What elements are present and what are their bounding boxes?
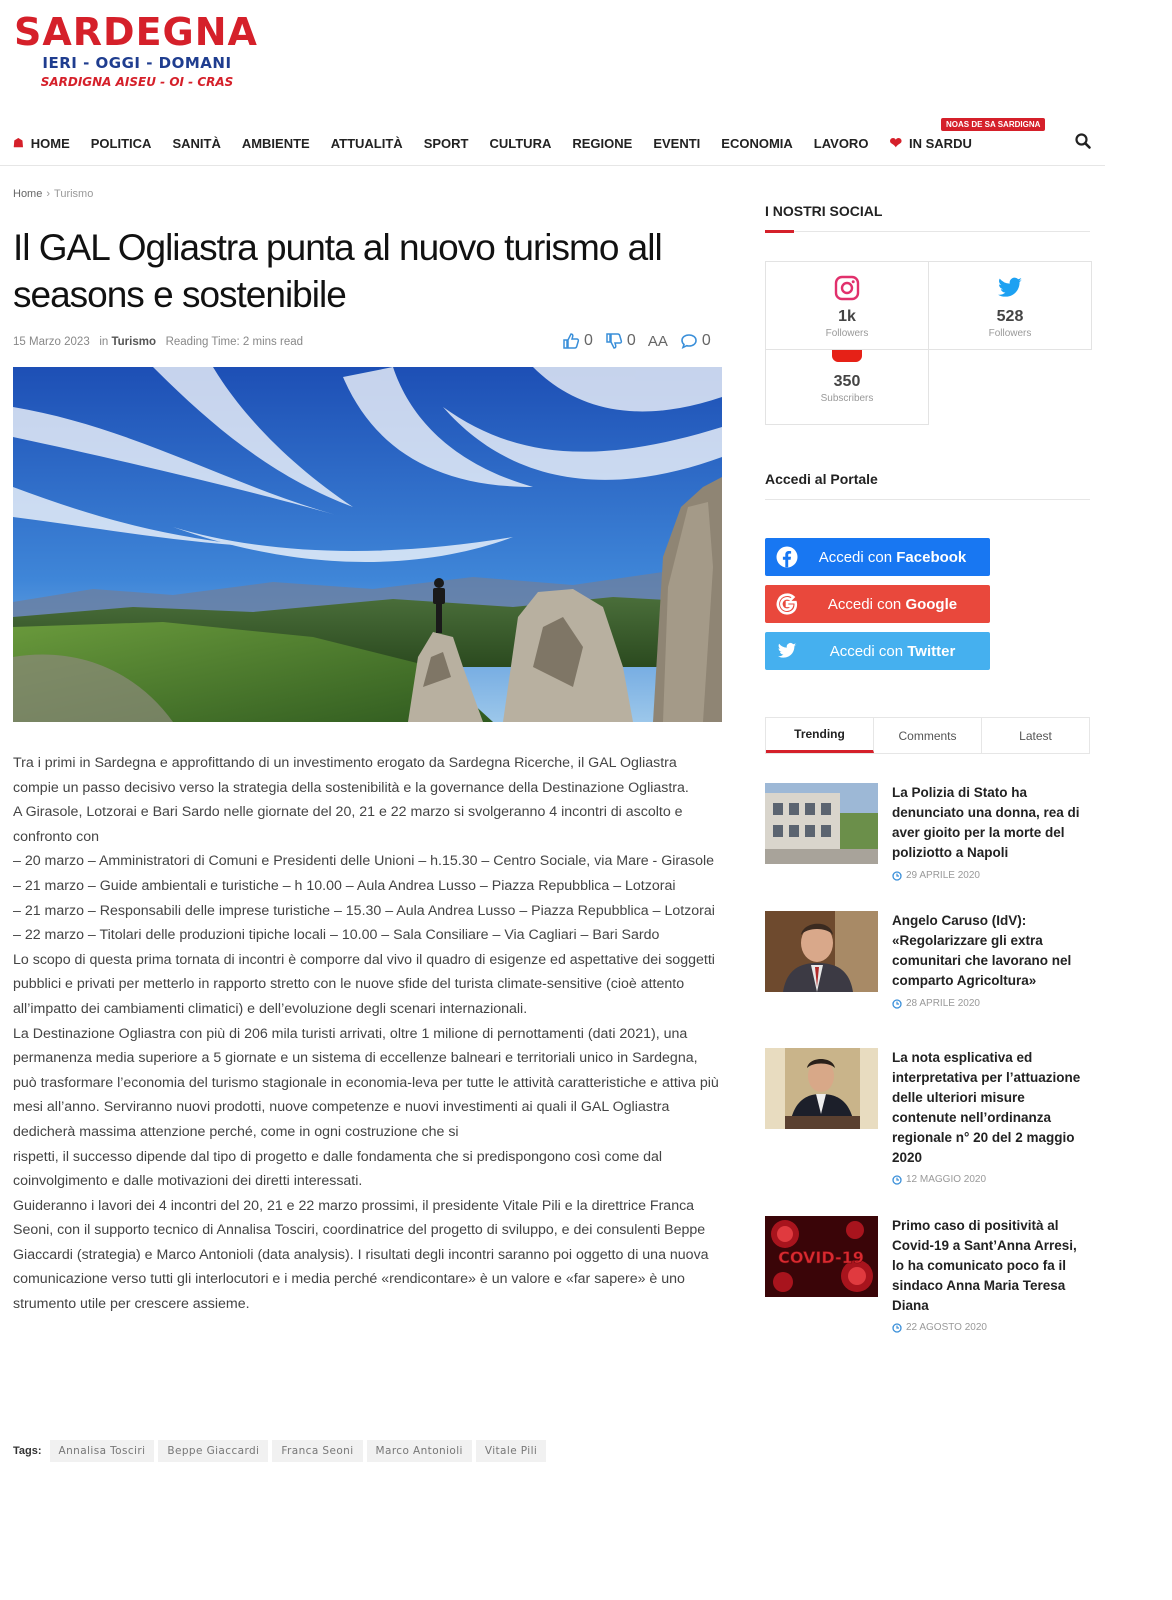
article-body [13,751,725,1317]
font-size-label: AA [647,332,668,350]
article-actions [562,332,723,350]
logo-subtitle: IERI - OGGI - DOMANI [42,54,232,72]
google-icon [776,593,798,615]
clock-icon [892,1323,902,1333]
nav-item-politica[interactable]: POLITICA [90,135,152,151]
search-icon[interactable] [1074,132,1092,150]
nav-item-cultura[interactable]: CULTURA [489,135,552,151]
post-thumbnail[interactable] [765,911,878,992]
tab-latest[interactable]: Latest [1019,728,1052,743]
trending-post[interactable] [765,1048,1095,1188]
hero-image [13,367,722,722]
clock-icon [892,999,902,1009]
tab-comments[interactable]: Comments [874,718,982,753]
comment-icon [680,332,698,350]
thumbs-up-icon [562,332,580,350]
breadcrumb-current[interactable]: Turismo [54,188,94,200]
social-instagram[interactable] [765,261,929,350]
twitter-label: Followers [988,328,1032,339]
post-title[interactable]: La Polizia di Stato ha denunciato una donna, rea di aver gioito per la morte del poliziotto a Napoli [892,785,1080,860]
twitter-login-button[interactable]: Accedi con Twitter [765,632,990,670]
nav-item-ambiente[interactable]: AMBIENTE [241,135,310,151]
logo-tagline: SARDIGNA AISEU - OI - CRAS [40,75,234,89]
tags-label: Tags: [13,1445,42,1457]
tags-list [13,1440,550,1462]
logo-title: SARDEGNA [14,10,258,54]
social-heading: I NOSTRI SOCIAL [765,203,1090,232]
trending-post[interactable] [765,783,1095,893]
social-youtube[interactable] [765,349,929,425]
nav-item-in-sardu[interactable]: ❤ IN SARDU [889,135,972,152]
heart-icon: ❤ [889,135,903,152]
trending-post[interactable] [765,1216,1095,1336]
twitter-icon [996,275,1024,301]
tab-trending[interactable]: Trending [766,718,874,753]
instagram-icon [834,275,860,301]
nav-item-lavoro[interactable]: LAVORO [813,135,869,151]
post-date: 22 AGOSTO 2020 [892,1322,987,1333]
article-paragraph: Tra i primi in Sardegna e approfittando di un investimento erogato da Sardegna Ricerche, il GAL Ogliastra compie un passo decisivo verso la strategia della sostenibilità e la governance della Destinazione Ogliastra. [13,755,689,796]
facebook-icon [776,546,798,568]
reading-time: Reading Time: 2 mins read [165,336,304,348]
article-paragraph: Lo scopo di questa prima tornata di incontri è comporre dal vivo il quadro di esigenze ed aspettative dei soggetti pubblici e privati per metterlo in rapporto stretto con le nuove sfide del turista climate-sensitive (cioè attento all’impatto dei cambiamenti climatici) e dell’evoluzione degli scenari internazionali. [13,951,715,1017]
post-title[interactable]: Angelo Caruso (IdV): «Regolarizzare gli extra comunitari che lavorano nel comparto Agricoltura» [892,913,1072,988]
post-thumbnail[interactable] [765,1048,878,1129]
login-heading: Accedi al Portale [765,471,1090,500]
article-paragraph: – 22 marzo – Titolari delle produzioni tipiche locali – 10.00 – Sala Consiliare – Via Cagliari – Bari Sardo [13,927,660,944]
sidebar-tabs [765,717,1090,754]
youtube-label: Subscribers [820,393,874,404]
article-paragraph: Guideranno i lavori dei 4 incontri del 20, 21 e 22 marzo prossimi, il presidente Vitale Pili e la direttrice Franca Seoni, con il supporto tecnico di Annalisa Tosciri, coordinatrice del progetto di sviluppo, e dei consulenti Beppe Giaccardi (strategia) e Marco Antonioli (data analysis). I risultati degli incontri saranno poi oggetto di una nuova comunicazione verso tutti gli interlocutori e i media perché «rendicontare» è un valore e «far sapere» è uno strumento utile per crescere assieme. [13,1197,709,1313]
post-title[interactable]: La nota esplicativa ed interpretativa per l’attuazione delle ulteriori misure contenute nell’ordinanza regionale n° 20 del 2 maggio 2020 [892,1050,1081,1165]
clock-icon [892,1175,902,1185]
article-category[interactable]: Turismo [111,336,156,348]
breadcrumb-home[interactable]: Home [13,188,43,200]
tag-link[interactable]: Beppe Giaccardi [158,1440,268,1462]
article-paragraph: – 21 marzo – Responsabili delle imprese turistiche – 15.30 – Aula Andrea Lusso – Piazza Repubblica – Lotzorai [13,902,715,919]
nav-item-sanita[interactable]: SANITÀ [172,135,221,151]
post-date: 28 APRILE 2020 [892,998,980,1009]
main-nav [0,118,1105,166]
tag-link[interactable]: Marco Antonioli [367,1440,472,1462]
nav-item-economia[interactable]: ECONOMIA [721,135,793,151]
nav-badge: NOAS DE SA SARDIGNA [941,118,1045,131]
twitter-count: 528 [996,308,1024,325]
trending-post[interactable] [765,911,1095,1021]
thumbs-down-icon [605,332,623,350]
twitter-icon [776,641,798,661]
site-logo[interactable] [14,10,264,89]
in-label: in [99,336,109,348]
article-title: Il GAL Ogliastra punta al nuovo turismo all seasons e sostenibile [13,227,662,315]
home-icon: ☗ [13,136,24,150]
breadcrumb [13,188,93,200]
article-paragraph: rispetti, il successo dipende dal tipo di progetto e dalle fondamenta che si predispongono così come dal coinvolgimento e dalle motivazioni dei diretti interessati. [13,1148,663,1190]
nav-item-eventi[interactable]: EVENTI [653,135,701,151]
nav-item-sport[interactable]: SPORT [423,135,469,151]
google-login-button[interactable]: Accedi con Google [765,585,990,623]
article-paragraph: La Destinazione Ogliastra con più di 206 mila turisti arrivati, oltre 1 milione di pernottamenti (dati 2021), una permanenza media superiore a 5 giornate e un sistema di eccellenze balneari e territoriali unico in Sardegna, può trasformare l’economia del turismo stagionale in economia-leva per tutte le attività caratteristiche e attiva più mesi all’anno. Serviranno nuovi prodotti, nuove competenze e nuovi investimenti ai quali il GAL Ogliastra dedicherà massima attenzione perché, come in ogni costruzione che si [13,1025,719,1140]
youtube-icon [832,350,862,364]
like-button[interactable] [562,332,593,350]
comment-count: 0 [701,332,711,349]
dislike-button[interactable] [605,332,636,350]
article-paragraph: A Girasole, Lotzorai e Bari Sardo nelle giornate del 20, 21 e 22 marzo si svolgeranno 4 incontri di ascolto e confronto con [13,804,683,845]
dislike-count: 0 [626,332,636,349]
youtube-count: 350 [833,373,861,390]
nav-item-attualita[interactable]: ATTUALITÀ [330,135,403,151]
article-date: 15 Marzo 2023 [13,336,90,348]
nav-item-home[interactable]: ☗ HOME [13,135,70,151]
clock-icon [892,871,902,881]
instagram-label: Followers [825,328,869,339]
post-title[interactable]: Primo caso di positività al Covid-19 a Sant’Anna Arresi, lo ha comunicato poco fa il sindaco Anna Maria Teresa Diana [892,1218,1077,1313]
covid-thumb-text: COVID-19 [778,1248,864,1267]
tag-link[interactable]: Franca Seoni [272,1440,362,1462]
tag-link[interactable]: Vitale Pili [476,1440,546,1462]
tag-link[interactable]: Annalisa Tosciri [50,1440,155,1462]
font-size-button[interactable] [648,333,668,350]
comments-button[interactable] [680,332,711,350]
nav-item-regione[interactable]: REGIONE [572,135,633,151]
like-count: 0 [584,332,593,349]
post-thumbnail[interactable] [765,783,878,864]
social-twitter[interactable] [928,261,1092,350]
article-paragraph: – 20 marzo – Amministratori di Comuni e Presidenti delle Unioni – h.15.30 – Centro Sociale, via Mare - Girasole [13,853,715,870]
facebook-login-button[interactable]: Accedi con Facebook [765,538,990,576]
article-meta [13,336,303,348]
post-date: 12 MAGGIO 2020 [892,1174,986,1185]
post-thumbnail[interactable] [765,1216,878,1297]
article-paragraph: – 21 marzo – Guide ambientali e turistiche – h 10.00 – Aula Andrea Lusso – Piazza Repubblica – Lotzorai [13,877,676,894]
post-date: 29 APRILE 2020 [892,870,980,881]
instagram-count: 1k [838,308,856,325]
chevron-right-icon: › [46,188,51,200]
